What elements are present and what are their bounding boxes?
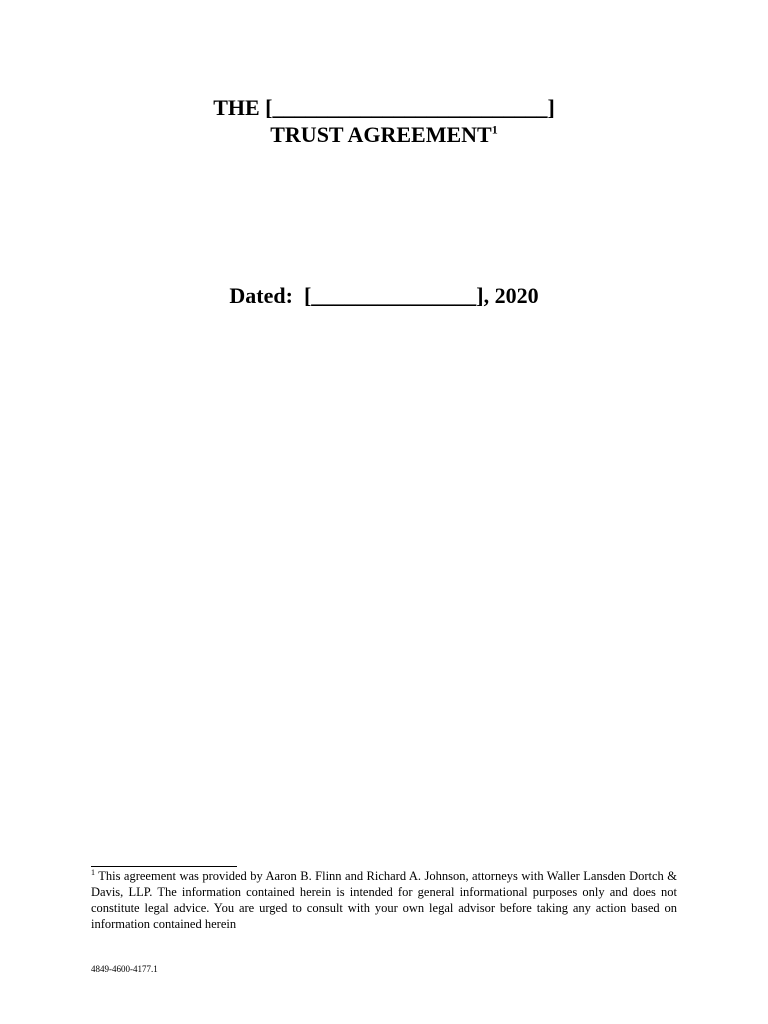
document-id: 4849-4600-4177.1 bbox=[91, 964, 158, 974]
dated-line bbox=[0, 282, 768, 310]
footnote-reference[interactable]: 1 bbox=[491, 122, 498, 137]
dated-year: , 2020 bbox=[483, 283, 539, 308]
date-blank: [_______________] bbox=[303, 283, 484, 308]
trust-name-blank: [_________________________] bbox=[265, 95, 555, 120]
footnote-separator bbox=[91, 866, 237, 867]
dated-label: Dated: bbox=[229, 283, 293, 308]
title-line-2 bbox=[0, 121, 768, 149]
footnote bbox=[91, 868, 677, 932]
footnote-text: This agreement was provided by Aaron B. Flinn and Richard A. Johnson, attorneys with Waller Lansden Dortch & Davis, LLP. The information contained herein is intended for general informational purposes only and does not constitute legal advice. You are urged to consult with your own legal advisor before taking any action based on information contained herein bbox=[91, 869, 677, 931]
document-title: TRUST AGREEMENT bbox=[270, 122, 492, 147]
title-prefix: THE bbox=[213, 95, 260, 120]
title-line-1 bbox=[0, 94, 768, 122]
footnote-marker: 1 bbox=[91, 867, 95, 877]
